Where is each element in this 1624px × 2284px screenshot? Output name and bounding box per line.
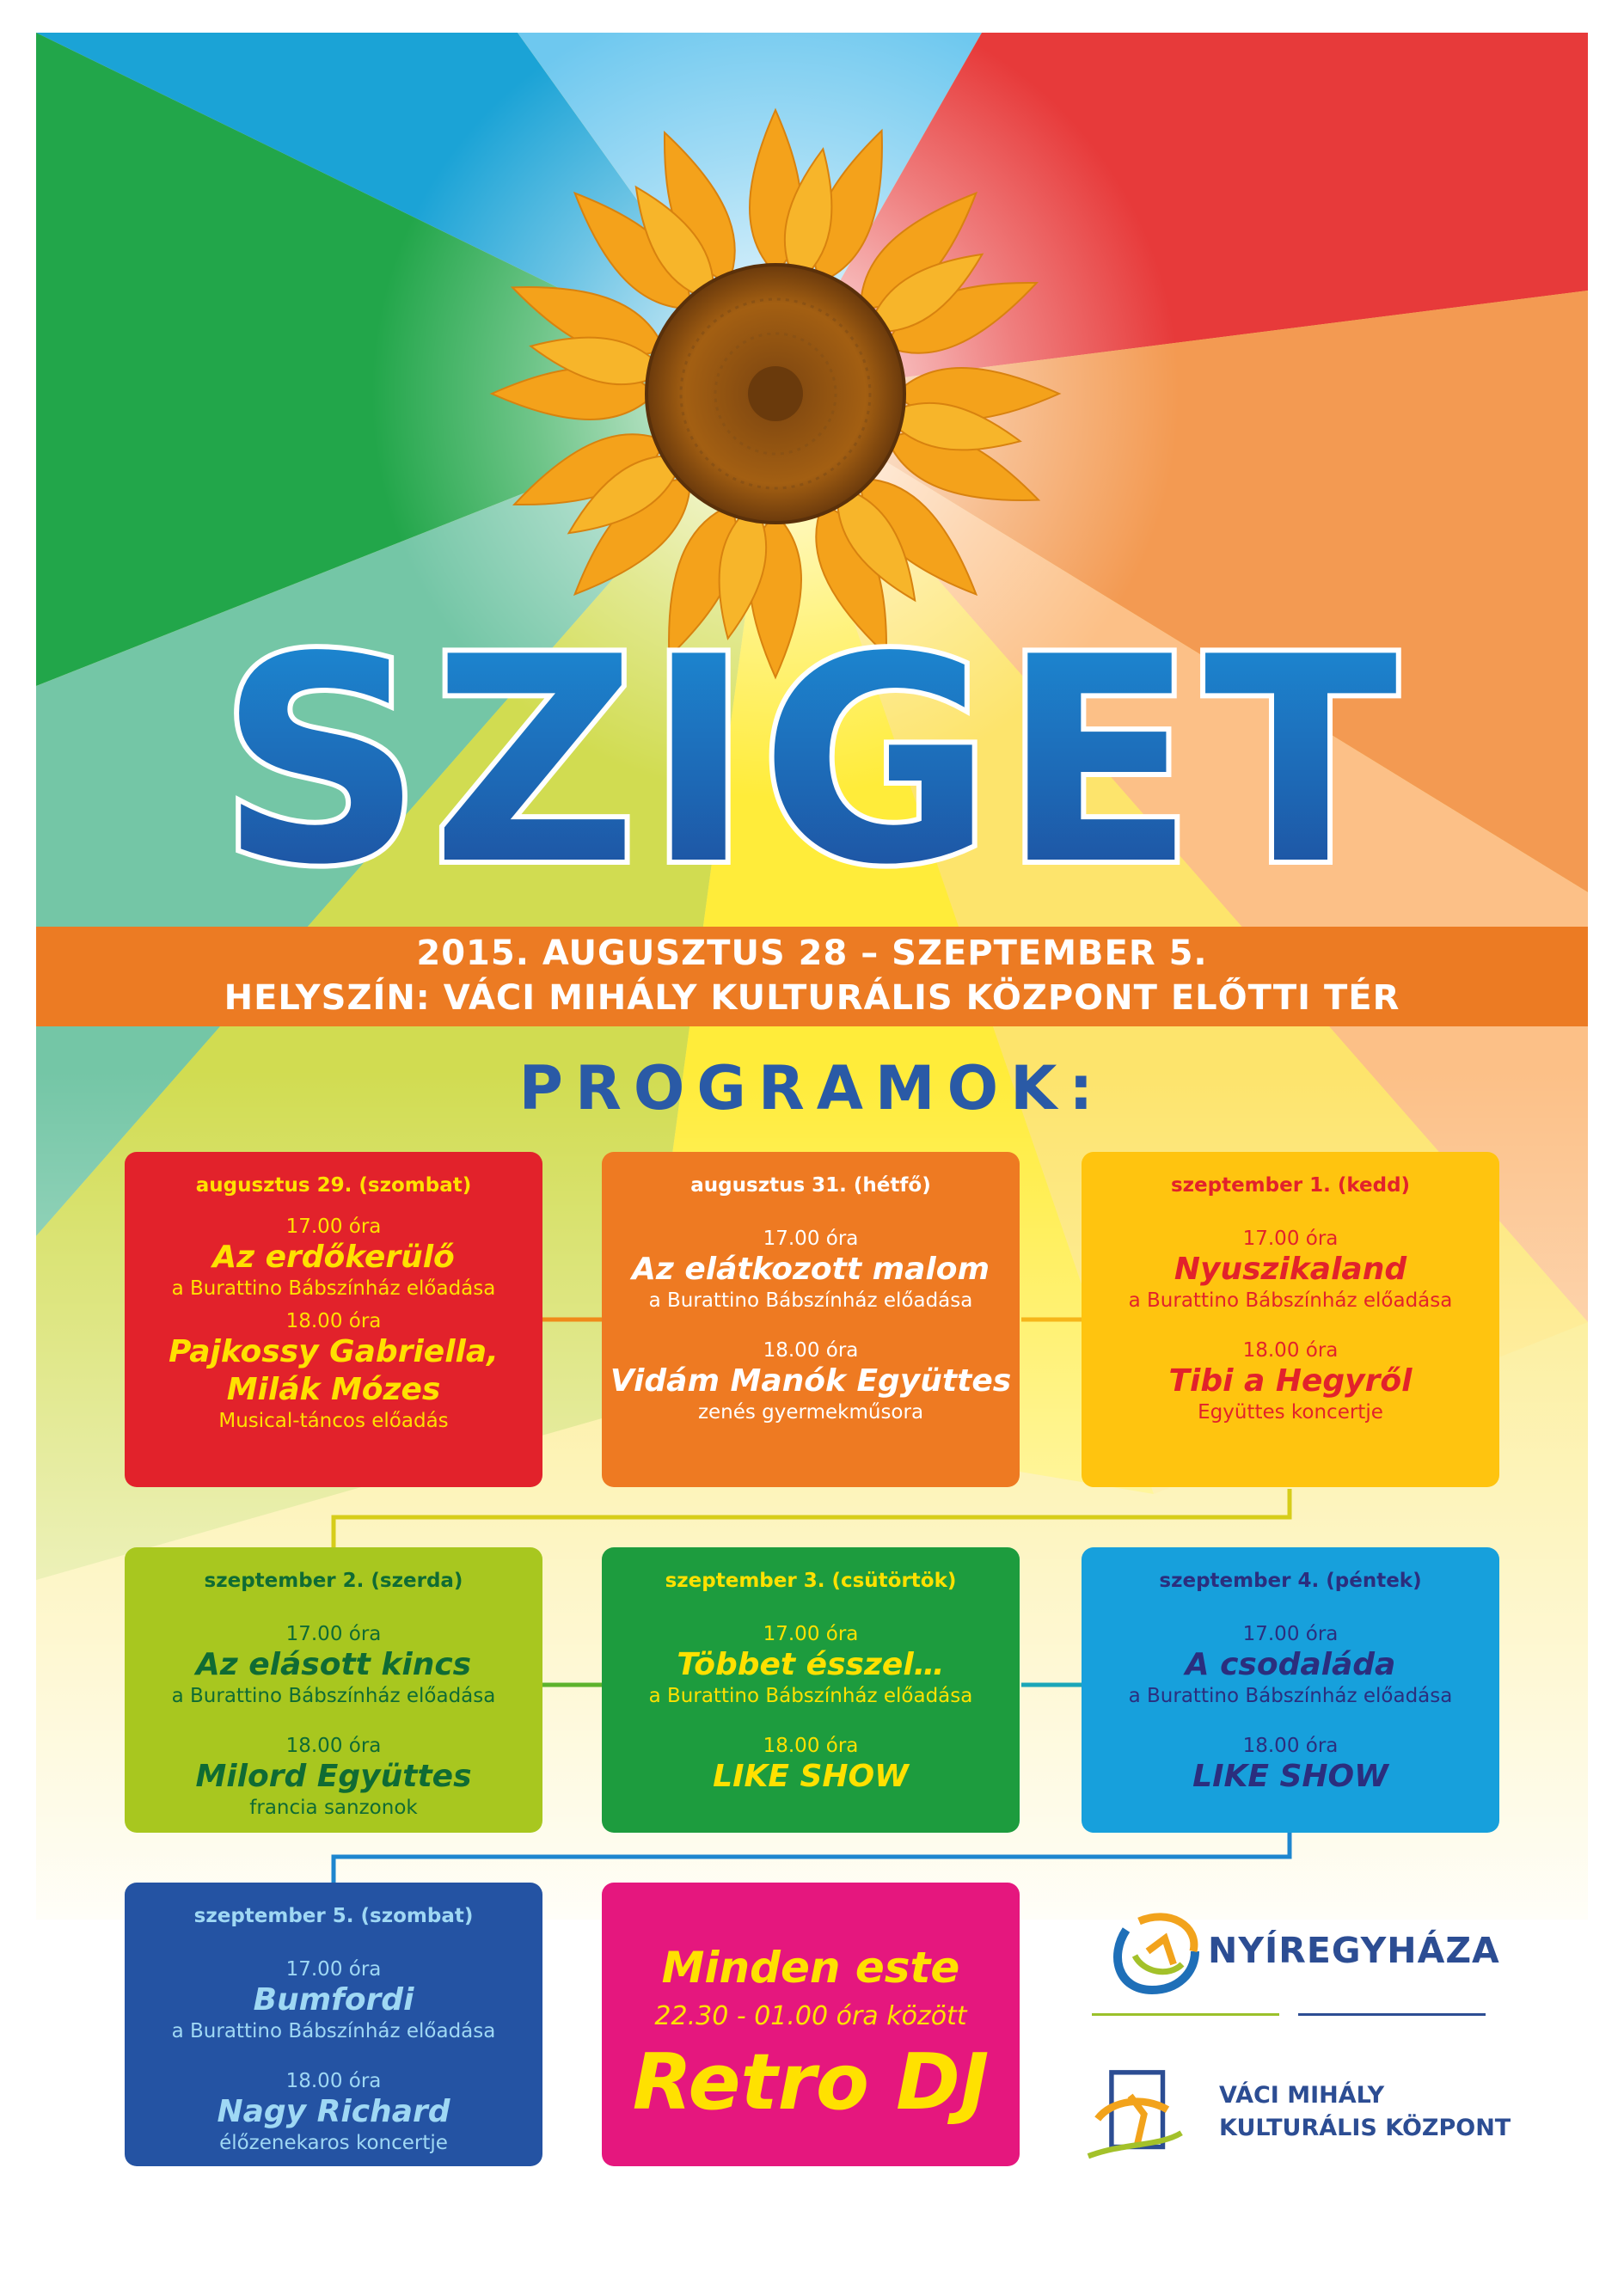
vaci-mihaly-logo-icon bbox=[1079, 2063, 1191, 2175]
event-title: Bumfordi bbox=[253, 1982, 414, 2018]
event-description: Musical-táncos előadás bbox=[218, 1410, 449, 1432]
event-description: Együttes koncertje bbox=[1198, 1401, 1383, 1424]
event-time: 18.00 óra bbox=[763, 1339, 859, 1362]
event-time: 17.00 óra bbox=[763, 1623, 859, 1645]
city-name: NYÍREGYHÁZA bbox=[1208, 1930, 1500, 1971]
program-card bbox=[125, 1883, 542, 2166]
event-title: Nyuszikaland bbox=[1174, 1252, 1407, 1287]
event-description: a Burattino Bábszínház előadása bbox=[648, 1289, 973, 1312]
card-date: augusztus 29. (szombat) bbox=[195, 1174, 472, 1197]
event-title: Pajkossy Gabriella, bbox=[169, 1334, 499, 1369]
card-date: szeptember 4. (péntek) bbox=[1159, 1570, 1422, 1592]
event-time: 18.00 óra bbox=[763, 1735, 859, 1757]
card-date: augusztus 31. (hétfő) bbox=[690, 1174, 931, 1197]
event-time: 18.00 óra bbox=[1242, 1339, 1339, 1362]
event-title: Milord Együttes bbox=[195, 1759, 472, 1794]
event-description: francia sanzonok bbox=[249, 1797, 418, 1819]
separator-blue bbox=[1298, 2013, 1486, 2016]
event-time: 18.00 óra bbox=[285, 1310, 382, 1332]
event-title: Vidám Manók Együttes bbox=[610, 1363, 1012, 1399]
event-time: 17.00 óra bbox=[285, 1958, 382, 1981]
event-title: Az elátkozott malom bbox=[631, 1252, 990, 1287]
event-title: Nagy Richard bbox=[217, 2094, 450, 2129]
event-time: 17.00 óra bbox=[763, 1228, 859, 1250]
program-card bbox=[1082, 1152, 1499, 1487]
center-name-line1: VÁCI MIHÁLY bbox=[1219, 2082, 1385, 2109]
event-location: HELYSZÍN: VÁCI MIHÁLY KULTURÁLIS KÖZPONT ELŐTTI TÉR bbox=[224, 978, 1400, 1018]
info-band bbox=[36, 927, 1588, 1026]
event-title: A csodaláda bbox=[1185, 1647, 1396, 1682]
card-date: szeptember 2. (szerda) bbox=[204, 1570, 463, 1592]
title-block bbox=[0, 602, 1624, 911]
program-card bbox=[602, 1547, 1020, 1833]
program-card bbox=[602, 1152, 1020, 1487]
card-date: szeptember 5. (szombat) bbox=[193, 1905, 474, 1927]
event-time: 17.00 óra bbox=[285, 1623, 382, 1645]
event-time: 17.00 óra bbox=[1242, 1623, 1339, 1645]
event-description: a Burattino Bábszínház előadása bbox=[1128, 1685, 1453, 1707]
program-card bbox=[1082, 1547, 1499, 1833]
event-description: a Burattino Bábszínház előadása bbox=[171, 1685, 496, 1707]
event-title: Többet ésszel… bbox=[677, 1647, 945, 1682]
event-description: a Burattino Bábszínház előadása bbox=[648, 1685, 973, 1707]
event-time: 18.00 óra bbox=[285, 1735, 382, 1757]
event-time: 17.00 óra bbox=[285, 1215, 382, 1238]
special-card bbox=[602, 1883, 1020, 2166]
programs-heading: PROGRAMOK: bbox=[518, 1053, 1106, 1124]
event-dates: 2015. AUGUSZTUS 28 – SZEPTEMBER 5. bbox=[416, 934, 1208, 973]
event-time: 17.00 óra bbox=[1242, 1228, 1339, 1250]
special-line3: Retro DJ bbox=[632, 2037, 990, 2128]
event-description: zenés gyermekműsora bbox=[697, 1401, 924, 1424]
center-name-line2: KULTURÁLIS KÖZPONT bbox=[1219, 2115, 1511, 2141]
event-title: Az elásott kincs bbox=[195, 1647, 472, 1682]
event-title: Az erdőkerülő bbox=[212, 1240, 455, 1275]
event-title: LIKE SHOW bbox=[1192, 1759, 1388, 1794]
event-title: Tibi a Hegyről bbox=[1168, 1363, 1413, 1399]
event-title: Milák Mózes bbox=[226, 1372, 441, 1407]
event-time: 18.00 óra bbox=[285, 2070, 382, 2092]
program-card bbox=[125, 1152, 542, 1487]
special-line2: 22.30 - 01.00 óra között bbox=[654, 2001, 967, 2031]
card-date: szeptember 3. (csütörtök) bbox=[665, 1570, 957, 1592]
event-time: 18.00 óra bbox=[1242, 1735, 1339, 1757]
card-date: szeptember 1. (kedd) bbox=[1170, 1174, 1411, 1197]
separator-green bbox=[1092, 2013, 1279, 2016]
event-title: LIKE SHOW bbox=[713, 1759, 909, 1794]
event-description: a Burattino Bábszínház előadása bbox=[171, 2020, 496, 2042]
special-line1: Minden este bbox=[661, 1943, 960, 1993]
poster-title: SZIGET bbox=[218, 602, 1406, 894]
event-description: a Burattino Bábszínház előadása bbox=[171, 1277, 496, 1300]
event-description: a Burattino Bábszínház előadása bbox=[1128, 1289, 1453, 1312]
title-svg bbox=[211, 602, 1414, 894]
event-description: élőzenekaros koncertje bbox=[219, 2132, 448, 2154]
program-card bbox=[125, 1547, 542, 1833]
